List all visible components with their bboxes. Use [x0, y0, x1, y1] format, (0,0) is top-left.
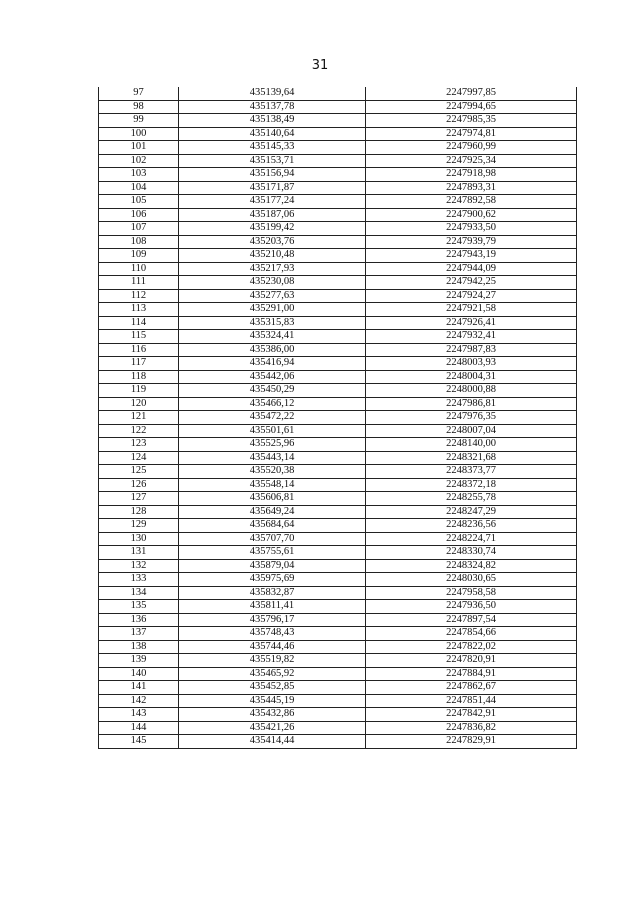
table-row: [99, 114, 577, 128]
y-coordinate-cell: 2247862,67: [366, 681, 577, 695]
x-coordinate-cell: 435796,17: [179, 613, 366, 627]
point-number-cell: 127: [99, 492, 179, 506]
table-row: [99, 235, 577, 249]
x-coordinate-cell: 435416,94: [179, 357, 366, 371]
table-row: [99, 721, 577, 735]
point-number-cell: 123: [99, 438, 179, 452]
x-coordinate-cell: 435171,87: [179, 181, 366, 195]
y-coordinate-cell: 2247932,41: [366, 330, 577, 344]
point-number-cell: 115: [99, 330, 179, 344]
point-number-cell: 138: [99, 640, 179, 654]
x-coordinate-cell: 435291,00: [179, 303, 366, 317]
point-number-cell: 121: [99, 411, 179, 425]
point-number-cell: 145: [99, 735, 179, 749]
point-number-cell: 120: [99, 397, 179, 411]
table-row: [99, 316, 577, 330]
table-row: [99, 586, 577, 600]
x-coordinate-cell: 435153,71: [179, 154, 366, 168]
table-row: [99, 141, 577, 155]
table-row: [99, 627, 577, 641]
point-number-cell: 100: [99, 127, 179, 141]
table-row: [99, 546, 577, 560]
y-coordinate-cell: 2247987,83: [366, 343, 577, 357]
point-number-cell: 116: [99, 343, 179, 357]
point-number-cell: 97: [99, 87, 179, 100]
x-coordinate-cell: 435975,69: [179, 573, 366, 587]
y-coordinate-cell: 2247924,27: [366, 289, 577, 303]
table-row: [99, 87, 577, 100]
point-number-cell: 99: [99, 114, 179, 128]
point-number-cell: 122: [99, 424, 179, 438]
y-coordinate-cell: 2247842,91: [366, 708, 577, 722]
point-number-cell: 105: [99, 195, 179, 209]
point-number-cell: 139: [99, 654, 179, 668]
point-number-cell: 137: [99, 627, 179, 641]
table-row: [99, 154, 577, 168]
x-coordinate-cell: 435324,41: [179, 330, 366, 344]
y-coordinate-cell: 2247943,19: [366, 249, 577, 263]
table-row: [99, 411, 577, 425]
point-number-cell: 144: [99, 721, 179, 735]
table-row: [99, 100, 577, 114]
table-row: [99, 208, 577, 222]
table-row: [99, 397, 577, 411]
page-number: 31: [311, 58, 329, 73]
coordinates-table: [98, 87, 577, 749]
point-number-cell: 117: [99, 357, 179, 371]
y-coordinate-cell: 2247939,79: [366, 235, 577, 249]
y-coordinate-cell: 2248373,77: [366, 465, 577, 479]
table-row: [99, 573, 577, 587]
y-coordinate-cell: 2247994,65: [366, 100, 577, 114]
x-coordinate-cell: 435203,76: [179, 235, 366, 249]
point-number-cell: 124: [99, 451, 179, 465]
table-row: [99, 492, 577, 506]
y-coordinate-cell: 2247960,99: [366, 141, 577, 155]
x-coordinate-cell: 435466,12: [179, 397, 366, 411]
point-number-cell: 129: [99, 519, 179, 533]
y-coordinate-cell: 2248007,04: [366, 424, 577, 438]
table-row: [99, 640, 577, 654]
x-coordinate-cell: 435414,44: [179, 735, 366, 749]
y-coordinate-cell: 2247836,82: [366, 721, 577, 735]
point-number-cell: 118: [99, 370, 179, 384]
x-coordinate-cell: 435519,82: [179, 654, 366, 668]
y-coordinate-cell: 2247820,91: [366, 654, 577, 668]
coordinates-table-body: [99, 87, 577, 748]
x-coordinate-cell: 435501,61: [179, 424, 366, 438]
x-coordinate-cell: 435443,14: [179, 451, 366, 465]
y-coordinate-cell: 2247997,85: [366, 87, 577, 100]
y-coordinate-cell: 2247926,41: [366, 316, 577, 330]
table-row: [99, 654, 577, 668]
x-coordinate-cell: 435140,64: [179, 127, 366, 141]
x-coordinate-cell: 435442,06: [179, 370, 366, 384]
x-coordinate-cell: 435811,41: [179, 600, 366, 614]
y-coordinate-cell: 2248004,31: [366, 370, 577, 384]
x-coordinate-cell: 435832,87: [179, 586, 366, 600]
y-coordinate-cell: 2247925,34: [366, 154, 577, 168]
y-coordinate-cell: 2248247,29: [366, 505, 577, 519]
table-row: [99, 168, 577, 182]
table-row: [99, 559, 577, 573]
point-number-cell: 132: [99, 559, 179, 573]
table-row: [99, 289, 577, 303]
y-coordinate-cell: 2247918,98: [366, 168, 577, 182]
table-row: [99, 694, 577, 708]
x-coordinate-cell: 435217,93: [179, 262, 366, 276]
point-number-cell: 133: [99, 573, 179, 587]
point-number-cell: 136: [99, 613, 179, 627]
y-coordinate-cell: 2247921,58: [366, 303, 577, 317]
y-coordinate-cell: 2248321,68: [366, 451, 577, 465]
y-coordinate-cell: 2247854,66: [366, 627, 577, 641]
x-coordinate-cell: 435230,08: [179, 276, 366, 290]
table-row: [99, 127, 577, 141]
y-coordinate-cell: 2247897,54: [366, 613, 577, 627]
y-coordinate-cell: 2247893,31: [366, 181, 577, 195]
point-number-cell: 111: [99, 276, 179, 290]
y-coordinate-cell: 2248324,82: [366, 559, 577, 573]
y-coordinate-cell: 2248224,71: [366, 532, 577, 546]
y-coordinate-cell: 2247944,09: [366, 262, 577, 276]
point-number-cell: 128: [99, 505, 179, 519]
point-number-cell: 101: [99, 141, 179, 155]
point-number-cell: 112: [99, 289, 179, 303]
y-coordinate-cell: 2247884,91: [366, 667, 577, 681]
x-coordinate-cell: 435386,00: [179, 343, 366, 357]
table-row: [99, 438, 577, 452]
y-coordinate-cell: 2247822,02: [366, 640, 577, 654]
x-coordinate-cell: 435684,64: [179, 519, 366, 533]
x-coordinate-cell: 435450,29: [179, 384, 366, 398]
point-number-cell: 140: [99, 667, 179, 681]
table-row: [99, 505, 577, 519]
x-coordinate-cell: 435548,14: [179, 478, 366, 492]
table-row: [99, 424, 577, 438]
x-coordinate-cell: 435210,48: [179, 249, 366, 263]
y-coordinate-cell: 2248140,00: [366, 438, 577, 452]
y-coordinate-cell: 2248255,78: [366, 492, 577, 506]
table-row: [99, 735, 577, 749]
table-row: [99, 667, 577, 681]
table-row: [99, 222, 577, 236]
x-coordinate-cell: 435520,38: [179, 465, 366, 479]
y-coordinate-cell: 2247986,81: [366, 397, 577, 411]
table-row: [99, 343, 577, 357]
table-row: [99, 384, 577, 398]
x-coordinate-cell: 435465,92: [179, 667, 366, 681]
x-coordinate-cell: 435138,49: [179, 114, 366, 128]
table-row: [99, 262, 577, 276]
point-number-cell: 113: [99, 303, 179, 317]
table-row: [99, 478, 577, 492]
y-coordinate-cell: 2248330,74: [366, 546, 577, 560]
x-coordinate-cell: 435156,94: [179, 168, 366, 182]
x-coordinate-cell: 435145,33: [179, 141, 366, 155]
y-coordinate-cell: 2247958,58: [366, 586, 577, 600]
table-row: [99, 303, 577, 317]
point-number-cell: 134: [99, 586, 179, 600]
y-coordinate-cell: 2247985,35: [366, 114, 577, 128]
table-row: [99, 600, 577, 614]
x-coordinate-cell: 435187,06: [179, 208, 366, 222]
point-number-cell: 143: [99, 708, 179, 722]
point-number-cell: 142: [99, 694, 179, 708]
point-number-cell: 125: [99, 465, 179, 479]
x-coordinate-cell: 435199,42: [179, 222, 366, 236]
point-number-cell: 104: [99, 181, 179, 195]
point-number-cell: 131: [99, 546, 179, 560]
x-coordinate-cell: 435606,81: [179, 492, 366, 506]
point-number-cell: 114: [99, 316, 179, 330]
x-coordinate-cell: 435472,22: [179, 411, 366, 425]
y-coordinate-cell: 2248003,93: [366, 357, 577, 371]
x-coordinate-cell: 435177,24: [179, 195, 366, 209]
point-number-cell: 141: [99, 681, 179, 695]
table-row: [99, 451, 577, 465]
y-coordinate-cell: 2247900,62: [366, 208, 577, 222]
table-row: [99, 195, 577, 209]
point-number-cell: 98: [99, 100, 179, 114]
table-row: [99, 181, 577, 195]
y-coordinate-cell: 2247942,25: [366, 276, 577, 290]
x-coordinate-cell: 435879,04: [179, 559, 366, 573]
x-coordinate-cell: 435445,19: [179, 694, 366, 708]
point-number-cell: 106: [99, 208, 179, 222]
x-coordinate-cell: 435139,64: [179, 87, 366, 100]
y-coordinate-cell: 2247936,50: [366, 600, 577, 614]
y-coordinate-cell: 2247892,58: [366, 195, 577, 209]
point-number-cell: 110: [99, 262, 179, 276]
y-coordinate-cell: 2248000,88: [366, 384, 577, 398]
table-row: [99, 613, 577, 627]
point-number-cell: 119: [99, 384, 179, 398]
table-row: [99, 276, 577, 290]
y-coordinate-cell: 2248236,56: [366, 519, 577, 533]
x-coordinate-cell: 435755,61: [179, 546, 366, 560]
point-number-cell: 109: [99, 249, 179, 263]
x-coordinate-cell: 435432,86: [179, 708, 366, 722]
table-row: [99, 681, 577, 695]
point-number-cell: 126: [99, 478, 179, 492]
x-coordinate-cell: 435421,26: [179, 721, 366, 735]
table-row: [99, 330, 577, 344]
point-number-cell: 102: [99, 154, 179, 168]
x-coordinate-cell: 435707,70: [179, 532, 366, 546]
y-coordinate-cell: 2247829,91: [366, 735, 577, 749]
point-number-cell: 108: [99, 235, 179, 249]
point-number-cell: 130: [99, 532, 179, 546]
table-row: [99, 357, 577, 371]
x-coordinate-cell: 435137,78: [179, 100, 366, 114]
y-coordinate-cell: 2247933,50: [366, 222, 577, 236]
x-coordinate-cell: 435744,46: [179, 640, 366, 654]
table-row: [99, 708, 577, 722]
table-row: [99, 370, 577, 384]
x-coordinate-cell: 435649,24: [179, 505, 366, 519]
x-coordinate-cell: 435452,85: [179, 681, 366, 695]
x-coordinate-cell: 435315,83: [179, 316, 366, 330]
table-row: [99, 249, 577, 263]
point-number-cell: 103: [99, 168, 179, 182]
y-coordinate-cell: 2248372,18: [366, 478, 577, 492]
table-row: [99, 532, 577, 546]
x-coordinate-cell: 435277,63: [179, 289, 366, 303]
x-coordinate-cell: 435525,96: [179, 438, 366, 452]
point-number-cell: 107: [99, 222, 179, 236]
table-row: [99, 519, 577, 533]
x-coordinate-cell: 435748,43: [179, 627, 366, 641]
table-row: [99, 465, 577, 479]
y-coordinate-cell: 2247851,44: [366, 694, 577, 708]
y-coordinate-cell: 2248030,65: [366, 573, 577, 587]
point-number-cell: 135: [99, 600, 179, 614]
y-coordinate-cell: 2247976,35: [366, 411, 577, 425]
y-coordinate-cell: 2247974,81: [366, 127, 577, 141]
